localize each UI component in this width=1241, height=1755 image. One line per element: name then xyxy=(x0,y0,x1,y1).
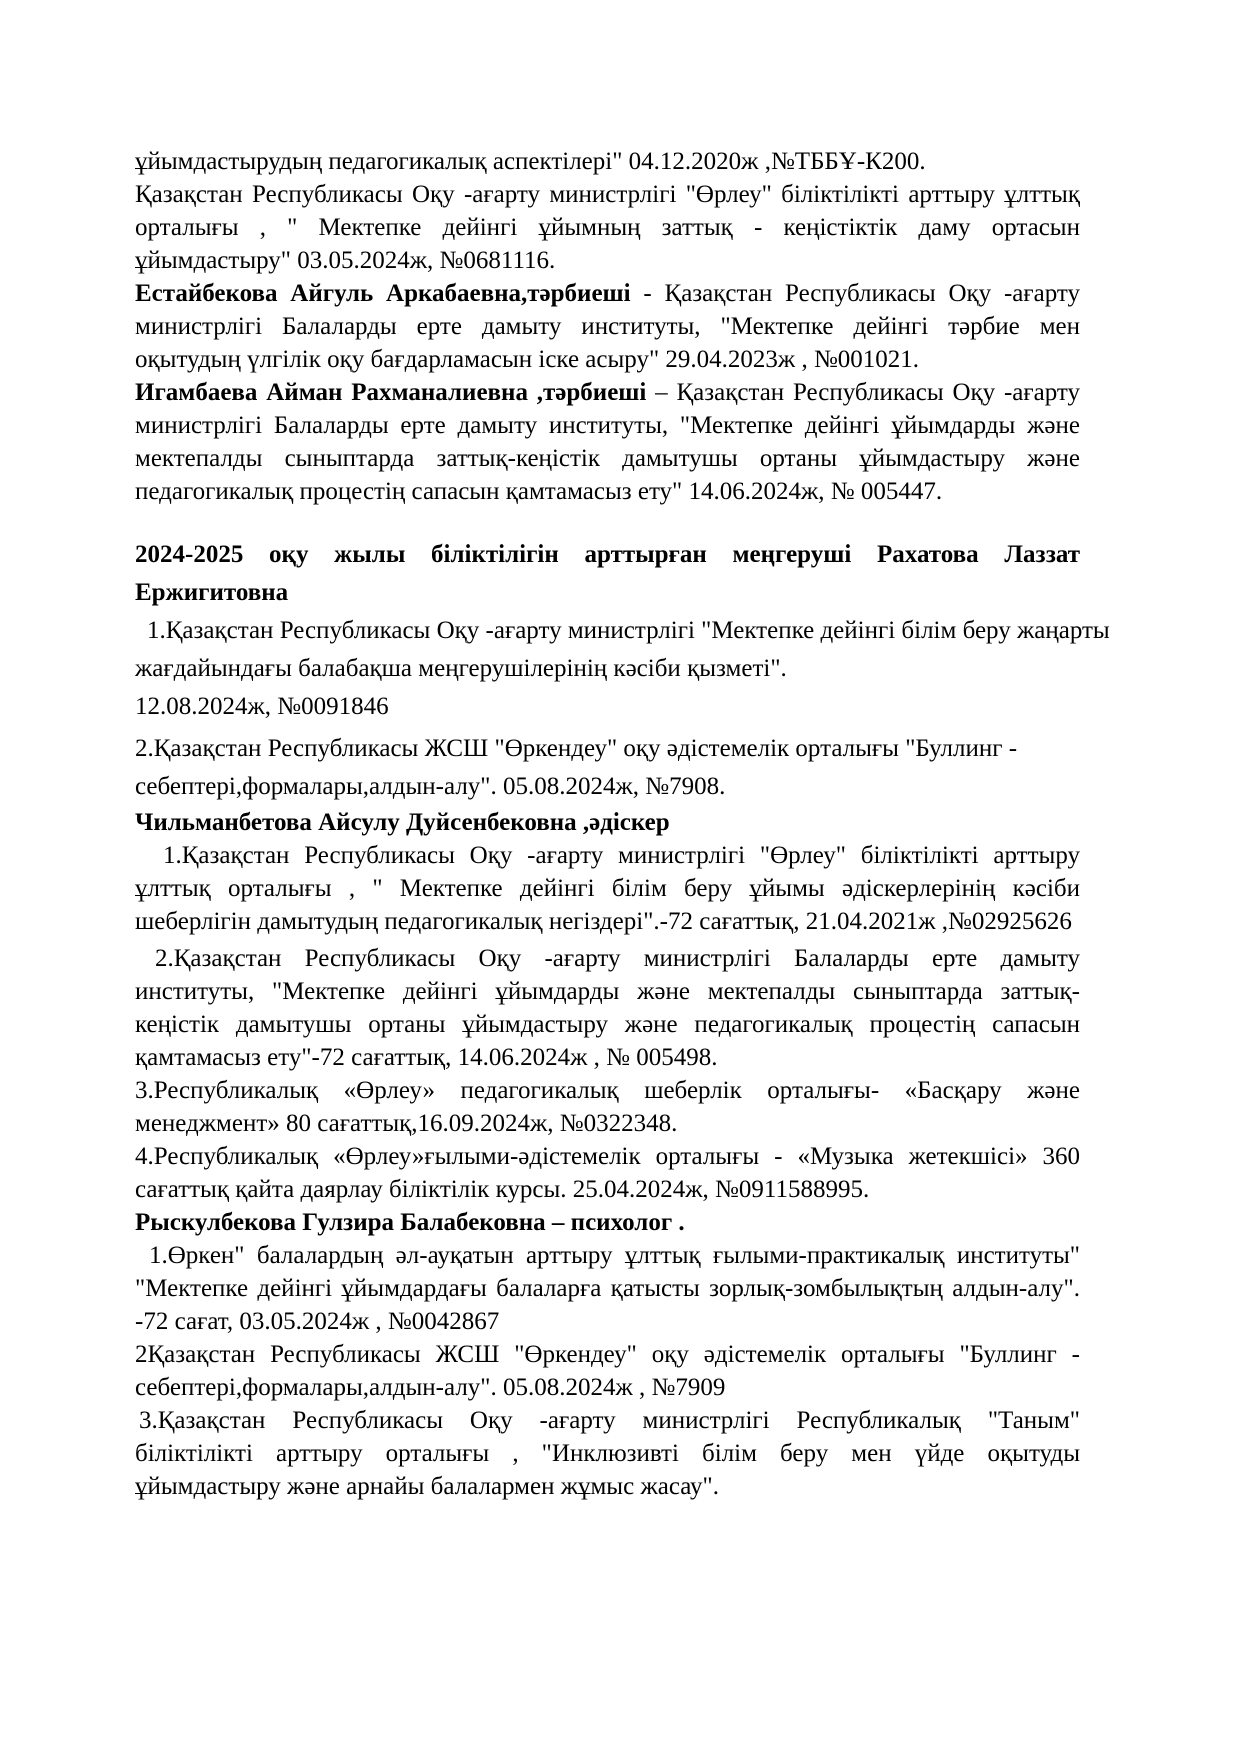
text-run: 1.Қазақстан Республикасы Оқу -ағарту министрлігі "Өрлеу" біліктілікті арттыру ұлттық орталығы , " Мектепке дейінгі білім беру ұйымы әдіскерлерінің кәсіби шеберлігін дамытудың педагогикалық негіздері".-72 сағаттық, 21.04.2021ж ,№02925626 xyxy=(135,842,1080,935)
paragraph xyxy=(135,942,1080,1074)
text-run: 2.Қазақстан Республикасы ЖСШ "Өркендеу" оқу әдістемелік орталығы "Буллинг - себептері,формалары,алдын-алу". 05.08.2024ж, №7908. xyxy=(135,735,1018,800)
section-heading xyxy=(135,536,1080,612)
text-run: 1.Қазақстан Республикасы Оқу -ағарту министрлігі "Мектепке дейінгі білім беру жаңарты жағдайындағы балабақша меңгерушілерінің кәсіби қызметі". xyxy=(135,617,1110,682)
paragraph xyxy=(135,1239,1080,1338)
paragraph xyxy=(135,277,1080,376)
text-run: 4.Республикалық «Өрлеу»ғылыми-әдістемелік орталығы - «Музыка жетекшісі» 360 сағаттық қайта даярлау біліктілік курсы. 25.04.2024ж, №0911588995. xyxy=(135,1143,1080,1203)
text-run: Қазақстан Республикасы Оқу -ағарту министрлігі "Өрлеу" біліктілікті арттыру ұлттық орталығы , " Мектепке дейінгі ұйымның заттық - кеңістіктік даму ортасын ұйымдастыру" 03.05.2024ж, №0681116. xyxy=(135,181,1080,274)
paragraph xyxy=(135,145,1080,178)
paragraph xyxy=(135,1338,1080,1404)
paragraph xyxy=(135,1404,1080,1503)
paragraph xyxy=(135,376,1080,508)
staff-name: Естайбекова Айгуль Аркабаевна,тәрбиеші xyxy=(135,280,631,307)
text-run: 2.Қазақстан Республикасы Оқу -ағарту министрлігі Балаларды ерте дамыту институты, "Мектепке дейінгі ұйымдарды және мектепалды сыныптарда заттық-кеңістік дамытушы ортаны ұйымдастыру және педагогикалық процестің сапасын қамтамасыз ету"-72 сағаттық, 14.06.2024ж , № 005498. xyxy=(135,945,1080,1071)
staff-name: Рыскулбекова Гулзира Балабековна – психолог . xyxy=(135,1209,685,1236)
text-run: 12.08.2024ж, №0091846 xyxy=(135,693,389,720)
staff-name: Чильманбетова Айсулу Дуйсенбековна ,әдіскер xyxy=(135,809,670,836)
text-run: 2Қазақстан Республикасы ЖСШ "Өркендеу" оқу әдістемелік орталығы "Буллинг - себептері,формалары,алдын-алу". 05.08.2024ж , №7909 xyxy=(135,1341,1080,1401)
heading-text: 2024-2025 оқу жылы біліктілігін арттырған меңгеруші Рахатова Лаззат Ержигитовна xyxy=(135,541,1080,606)
staff-heading xyxy=(135,806,1080,839)
paragraph xyxy=(135,1074,1080,1140)
paragraph xyxy=(135,688,1080,726)
paragraph xyxy=(135,730,1150,806)
paragraph xyxy=(135,1140,1080,1206)
text-run: – Қазақстан Республикасы Оқу -ағарту министрлігі Балаларды ерте дамыту институты, "Мектепке дейінгі ұйымдарды және мектепалды сыныптарда заттық-кеңістік дамытушы ортаны ұйымдастыру және педагогикалық процестің сапасын қамтамасыз ету" 14.06.2024ж, № 005447. xyxy=(135,379,1080,505)
text-run: ұйымдастырудың педагогикалық аспектілері" 04.12.2020ж ,№ТББҰ-К200. xyxy=(135,148,926,175)
document-page xyxy=(135,145,1110,1503)
paragraph xyxy=(135,612,1150,688)
text-run: 1.Өркен" балалардың әл-ауқатын арттыру ұлттық ғылыми-практикалық институты" "Мектепке дейінгі ұйымдардағы балаларға қатысты зорлық-зомбылықтың алдын-алу". -72 сағат, 03.05.2024ж , №0042867 xyxy=(135,1242,1080,1335)
paragraph xyxy=(135,839,1080,938)
text-run: - Қазақстан Республикасы Оқу -ағарту министрлігі Балаларды ерте дамыту институты, "Мектепке дейінгі тәрбие мен оқытудың үлгілік оқу бағдарламасын іске асыру" 29.04.2023ж , №001021. xyxy=(135,280,1081,373)
staff-heading xyxy=(135,1206,1080,1239)
text-run: 3.Қазақстан Республикасы Оқу -ағарту министрлігі Республикалық "Таным" біліктілікті арттыру орталығы , "Инклюзивті білім беру мен үйде оқытуды ұйымдастыру және арнайы балалармен жұмыс жасау". xyxy=(135,1407,1080,1500)
staff-name: Игамбаева Айман Рахманалиевна ,тәрбиеші xyxy=(135,379,647,406)
paragraph xyxy=(135,178,1080,277)
text-run: 3.Республикалық «Өрлеу» педагогикалық шеберлік орталығы- «Басқару және менеджмент» 80 сағаттық,16.09.2024ж, №0322348. xyxy=(135,1077,1080,1137)
